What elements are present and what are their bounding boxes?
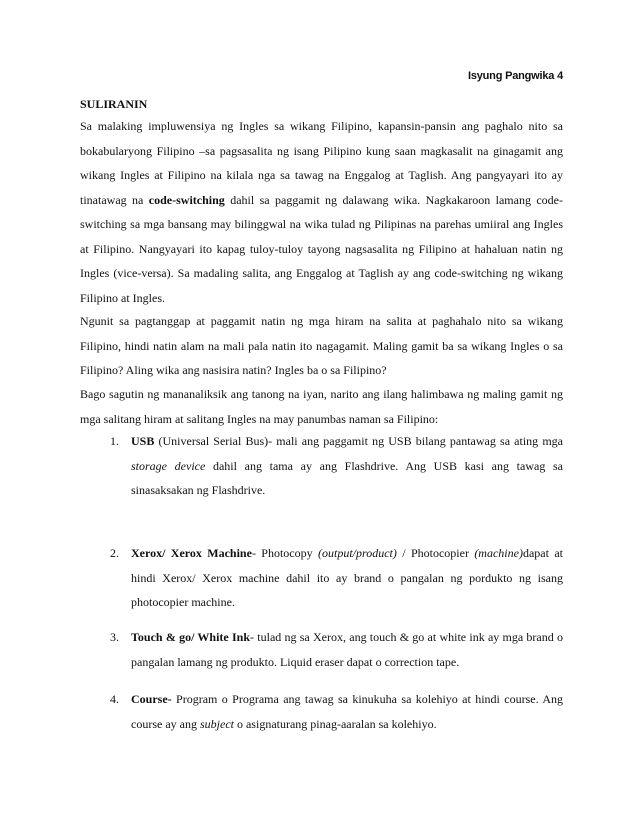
paragraph-examples-intro: Bago sagutin ng mananaliksik ang tanong na iyan, narito ang ilang halimbawa ng maling gamit ng mga salitang hiram at salitang Ingles na may panumbas naman sa Filipino:: [80, 387, 563, 426]
list-item-body: [131, 429, 563, 503]
page-header: Isyung Pangwika 4: [467, 70, 563, 82]
list-item-body: [131, 541, 563, 615]
list-item-italic: (output/product): [318, 546, 397, 560]
term-code-switching: code-switching: [148, 192, 225, 207]
paragraph-intro: [80, 114, 563, 310]
list-item-number: 1.: [110, 434, 119, 448]
list-item-number: 4.: [110, 692, 119, 706]
list-item-text: - Photocopy: [251, 546, 318, 560]
paragraph-intro-part1: Sa malaking impluwensiya ng Ingles sa wikang Filipino, kapansin-pansin ang paghalo nito sa bokabularyong Filipino –sa pagsasalita ng isang Pilipino kung saan magkasalit na ginagamit ang wikang Ingles at Filipino na kilala nga sa tawag na Enggalog at Taglish. Ang pangyayari ito ay tinatawag na: [80, 119, 563, 207]
list-item-text: o asignaturang pinag-aaralan sa kolehiyo.: [233, 716, 437, 731]
list-item-text: - tulad ng sa Xerox, ang touch & go at white ink ay mga brand o pangalan lamang ng produkto. Liquid eraser dapat o correction tape.: [131, 630, 563, 669]
list-item-text: Program o Programa ang tawag sa kinukuha sa kolehiyo at hindi course. Ang course ay ang: [131, 692, 563, 731]
list-item-text: dahil ang tama ay ang Flashdrive. Ang USB kasi ang tawag sa sinasaksakan ng Flashdrive.: [131, 458, 563, 497]
list-item-text: dapat at hindi Xerox/ Xerox machine dahil ito ay brand o pangalan ng pordukto ng isang photocopier machine.: [131, 546, 563, 609]
list-item-body: [131, 687, 563, 736]
paragraph-intro-part2: dahil sa paggamit ng dalawang wika. Nagkakaroon lamang code-switching sa mga bansang may bilinggwal na wika tulad ng Pilipinas na parehas umiiral ang Ingles at Filipino. Nangyayari ito kapag tuloy-tuloy tayong nagsasalita ng Filipino at hahaluan natin ng Ingles (vice-versa). Sa madaling salita, ang Enggalog at Taglish ay ang code-switching ng wikang Filipino at Ingles.: [80, 192, 563, 305]
list-item-number: 3.: [110, 630, 119, 644]
section-title: SULIRANIN: [80, 97, 148, 111]
list-item-body: [131, 625, 563, 674]
list-item-term: Xerox/ Xerox Machine: [131, 546, 252, 560]
list-item-text: / Photocopier: [396, 546, 475, 560]
list-item-term: Course-: [131, 692, 172, 706]
list-item-term: USB: [131, 434, 155, 448]
paragraph-question: Ngunit sa pagtanggap at paggamit natin ng mga hiram na salita at paghahalo nito sa wikang Filipino, hindi natin alam na mali pala natin ito nagagamit. Maling gamit ba sa wikang Ingles o sa Filipino? Aling wika ang nasisira natin? Ingles ba o sa Filipino?: [80, 314, 563, 377]
list-item-text: (Universal Serial Bus)- mali ang paggamit ng USB bilang pantawag sa ating mga: [154, 434, 563, 448]
list-item-italic: (machine): [474, 546, 523, 560]
list-item-term: Touch & go/ White Ink: [131, 630, 251, 644]
list-item-number: 2.: [110, 546, 119, 560]
list-item-italic: subject: [199, 716, 234, 731]
list-item-italic: storage device: [131, 458, 206, 473]
